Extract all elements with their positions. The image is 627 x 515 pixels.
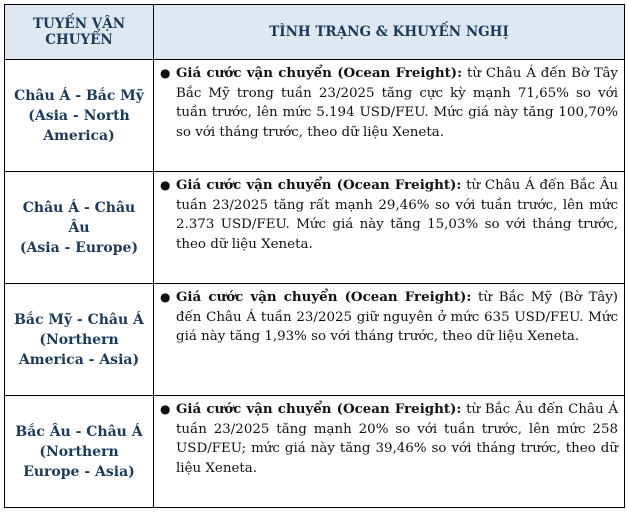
route-cell: Bắc Mỹ - Châu Á (Northern America - Asia) (5, 284, 154, 396)
freight-table-container (4, 4, 625, 508)
bullet-icon: ● (160, 178, 171, 192)
item-text: từ Bắc Âu đến Châu Á tuần 23/2025 tăng mạnh 20% so với tuần trước, lên mức 258 USD/FEU; mức giá này tăng 39,46% so với tháng trước, theo dữ liệu Xeneta. (176, 402, 618, 476)
list-item (160, 64, 618, 142)
bullet-icon: ● (160, 290, 171, 304)
item-label: Giá cước vận chuyển (Ocean Freight): (176, 177, 462, 193)
item-label: Giá cước vận chuyển (Ocean Freight): (176, 401, 462, 417)
route-cell: Châu Á - Châu Âu (Asia - Europe) (5, 172, 154, 284)
item-text: từ Bắc Mỹ (Bờ Tây) đến Châu Á tuần 23/2025 giữ nguyên ở mức 635 USD/FEU. Mức giá này tăng 1,93% so với tháng trước, theo dữ liệu Xeneta. (176, 290, 618, 344)
table-row (5, 284, 625, 396)
route-cell: Châu Á - Bắc Mỹ (Asia - North America) (5, 60, 154, 172)
status-cell (154, 172, 625, 284)
list-item (160, 400, 618, 478)
status-cell (154, 396, 625, 508)
route-cell: Bắc Âu - Châu Á (Northern Europe - Asia) (5, 396, 154, 508)
route-header: TUYẾN VẬN CHUYỂN (5, 5, 154, 60)
table-row (5, 172, 625, 284)
table-row (5, 396, 625, 508)
bullet-icon: ● (160, 66, 171, 80)
table-row (5, 60, 625, 172)
bullet-icon: ● (160, 402, 171, 416)
header-row (5, 5, 625, 60)
status-cell (154, 60, 625, 172)
item-text: từ Châu Á đến Bờ Tây Bắc Mỹ trong tuần 23/2025 tăng cực kỳ mạnh 71,65% so với tuần trước, lên mức 5.194 USD/FEU. Mức giá này tăng 100,70% so với tháng trước, theo dữ liệu Xeneta. (176, 66, 618, 140)
item-label: Giá cước vận chuyển (Ocean Freight): (176, 65, 463, 81)
status-cell (154, 284, 625, 396)
item-label: Giá cước vận chuyển (Ocean Freight): (176, 289, 472, 305)
status-header: TÌNH TRẠNG & KHUYẾN NGHỊ (154, 5, 625, 60)
freight-status-table (4, 4, 625, 508)
list-item (160, 176, 618, 254)
item-text: từ Châu Á đến Bắc Âu tuần 23/2025 tăng rất mạnh 29,46% so với tuần trước, lên mức 2.373 USD/FEU. Mức giá này tăng 15,03% so với tháng trước, theo dữ liệu Xeneta. (176, 178, 618, 252)
list-item (160, 288, 618, 347)
